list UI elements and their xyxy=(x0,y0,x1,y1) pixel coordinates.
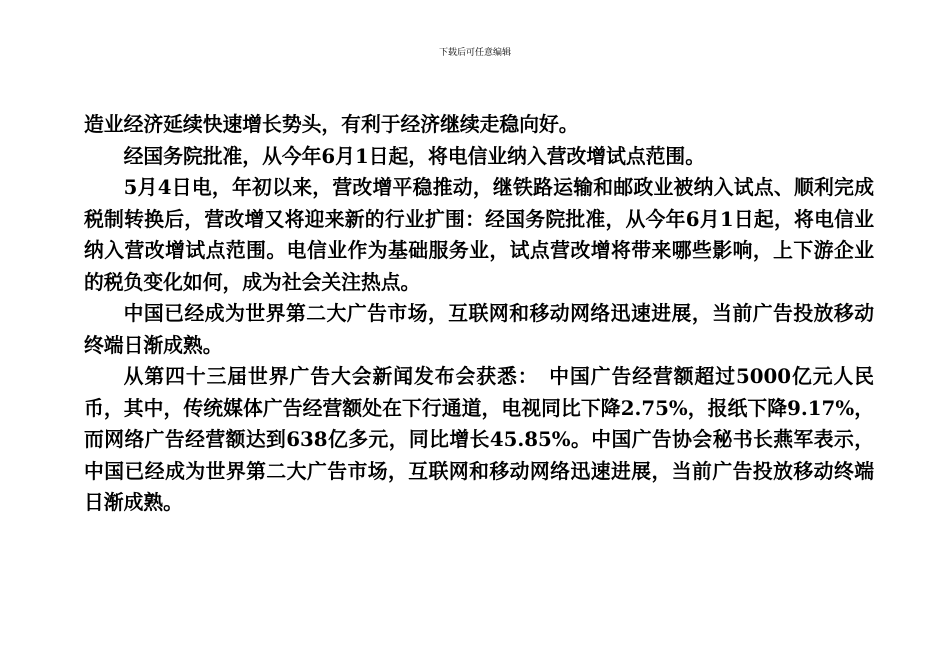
header-note: 下载后可任意编辑 xyxy=(438,48,511,58)
paragraph-1: 造业经济延续快速增长势头，有利于经济继续走稳向好。 xyxy=(84,112,579,136)
paragraph-5: 从第四十三届世界广告大会新闻发布会获悉： 中国广告经营额超过5000亿元人民币，其中，传统媒体广告经营额处在下行通道，电视同比下降2.75%，报纸下降9.17%，而网络广告经营额达到638亿多元，同比增长45.85%。中国广告协会秘书长燕军表示，中国已经成为世界第二大广告市场，互联网和移动网络迅速进展，当前广告投放移动终端日渐成熟。 xyxy=(84,364,874,514)
paragraph-2: 经国务院批准，从今年6月1日起，将电信业纳入营改增试点范围。 xyxy=(123,143,705,168)
document-body xyxy=(84,109,874,519)
paragraph-3: 5月4日电，年初以来，营改增平稳推动，继铁路运输和邮政业被纳入试点、顺利完成税制转换后，营改增又将迎来新的行业扩围：经国务院批准，从今年6月1日起，将电信业纳入营改增试点范围。电信业作为基础服务业，试点营改增将带来哪些影响，上下游企业的税负变化如何，成为社会关注热点。 xyxy=(84,175,874,294)
paragraph-4: 中国已经成为世界第二大广告市场，互联网和移动网络迅速进展，当前广告投放移动终端日渐成熟。 xyxy=(84,301,874,357)
